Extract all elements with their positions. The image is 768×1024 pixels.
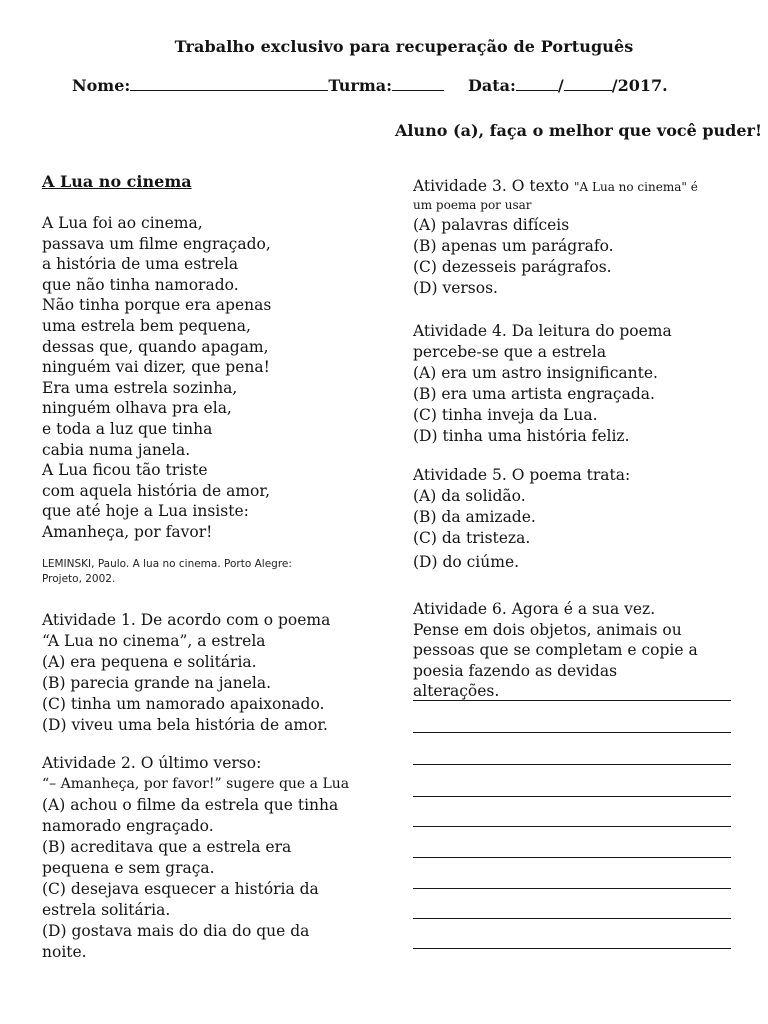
- atividade-6-line: poesia fazendo as devidas: [413, 661, 618, 680]
- atividade-6: [413, 599, 753, 702]
- reference-line: Projeto, 2002.: [42, 573, 116, 585]
- answer-line[interactable]: [413, 732, 731, 733]
- poem-line: com aquela história de amor,: [42, 481, 270, 500]
- poem-line: A Lua ficou tão triste: [42, 461, 208, 480]
- option-c: (C) da tristeza.: [413, 529, 531, 547]
- poem-line: e toda a luz que tinha: [42, 419, 213, 438]
- student-info-line: [72, 76, 668, 95]
- atividade-1-heading: Atividade 1. De acordo com o poema: [42, 611, 331, 629]
- poem-line: uma estrela bem pequena,: [42, 316, 251, 335]
- atividade-3: [413, 176, 753, 299]
- poem-line: a história de uma estrela: [42, 255, 239, 274]
- poem-line: Não tinha porque era apenas: [42, 296, 272, 315]
- data-label: Data:: [468, 76, 516, 95]
- option-c: (C) tinha inveja da Lua.: [413, 406, 598, 424]
- atividade-3-heading-cont: um poema por usar: [413, 198, 532, 212]
- answer-line[interactable]: [413, 764, 731, 765]
- poem-line: dessas que, quando apagam,: [42, 337, 269, 356]
- poem-line: Amanheça, por favor!: [42, 522, 213, 541]
- option-d: (D) viveu uma bela história de amor.: [42, 716, 328, 734]
- turma-label: Turma:: [328, 76, 393, 95]
- date-separator: /: [557, 76, 564, 95]
- answer-line[interactable]: [413, 826, 731, 827]
- reference-line: LEMINSKI, Paulo. A lua no cinema. Porto Alegre:: [42, 558, 292, 570]
- atividade-1: [42, 610, 330, 736]
- option-c-cont: estrela solitária.: [42, 901, 171, 919]
- option-c: (C) desejava esquecer a história da: [42, 880, 319, 898]
- poem-line: ninguém olhava pra ela,: [42, 399, 232, 418]
- poem-line: A Lua foi ao cinema,: [42, 214, 203, 232]
- option-c: (C) dezesseis parágrafos.: [413, 258, 612, 276]
- atividade-5: [413, 465, 753, 573]
- poem-line: cabia numa janela.: [42, 440, 191, 459]
- option-a: (A) era pequena e solitária.: [42, 653, 257, 671]
- option-b: (B) era uma artista engraçada.: [413, 385, 655, 403]
- option-d: (D) gostava mais do dia do que da: [42, 922, 310, 940]
- answer-line[interactable]: [413, 700, 731, 701]
- nome-field[interactable]: [130, 76, 328, 91]
- poem-text: [42, 213, 362, 543]
- poem-line: ninguém vai dizer, que pena!: [42, 358, 270, 377]
- option-b-cont: pequena e sem graça.: [42, 859, 215, 877]
- nome-label: Nome:: [72, 76, 131, 95]
- answer-line[interactable]: [413, 918, 731, 919]
- poem-title: A Lua no cinema: [42, 172, 192, 191]
- option-d: (D) do ciúme.: [413, 553, 520, 571]
- atividade-6-heading: Atividade 6. Agora é a sua vez.: [413, 600, 656, 618]
- atividade-1-heading-cont: “A Lua no cinema”, a estrela: [42, 632, 266, 650]
- day-field[interactable]: [516, 76, 558, 91]
- turma-field[interactable]: [392, 76, 444, 91]
- option-d: (D) tinha uma história feliz.: [413, 427, 630, 445]
- poem-reference: [42, 557, 362, 587]
- answer-line[interactable]: [413, 857, 731, 858]
- atividade-4-heading-cont: percebe-se que a estrela: [413, 343, 607, 361]
- option-a-cont: namorado engraçado.: [42, 817, 214, 835]
- atividade-2: [42, 753, 372, 963]
- poem-line: passava um filme engraçado,: [42, 234, 271, 253]
- poem-line: que não tinha namorado.: [42, 275, 239, 294]
- page-title: Trabalho exclusivo para recuperação de Português: [174, 37, 634, 56]
- answer-line[interactable]: [413, 948, 731, 949]
- atividade-4-heading: Atividade 4. Da leitura do poema: [413, 322, 672, 340]
- option-b: (B) acreditava que a estrela era: [42, 838, 292, 856]
- atividade-6-line: pessoas que se completam e copie a: [413, 641, 698, 659]
- atividade-3-heading: Atividade 3. O texto: [413, 177, 574, 195]
- atividade-2-quote: “– Amanheça, por favor!” sugere que a Lua: [42, 776, 350, 792]
- option-b: (B) apenas um parágrafo.: [413, 237, 614, 255]
- poem-line: Era uma estrela sozinha,: [42, 378, 238, 397]
- option-a: (A) palavras difíceis: [413, 216, 570, 234]
- option-a: (A) achou o filme da estrela que tinha: [42, 796, 339, 814]
- atividade-4: [413, 321, 753, 447]
- option-a: (A) era um astro insignificante.: [413, 364, 658, 382]
- answer-line[interactable]: [413, 888, 731, 889]
- atividade-5-heading: Atividade 5. O poema trata:: [413, 466, 631, 484]
- option-b: (B) parecia grande na janela.: [42, 674, 272, 692]
- option-a: (A) da solidão.: [413, 487, 526, 505]
- atividade-2-heading: Atividade 2. O último verso:: [42, 754, 262, 772]
- motto: Aluno (a), faça o melhor que você puder!: [395, 121, 762, 140]
- option-b: (B) da amizade.: [413, 508, 536, 526]
- date-year: /2017.: [611, 76, 668, 95]
- answer-line[interactable]: [413, 796, 731, 797]
- atividade-6-line: alterações.: [413, 682, 500, 700]
- month-field[interactable]: [564, 76, 612, 91]
- option-d-cont: noite.: [42, 943, 87, 961]
- atividade-6-line: Pense em dois objetos, animais ou: [413, 620, 682, 639]
- atividade-3-heading-small: "A Lua no cinema" é: [574, 180, 698, 194]
- poem-line: que até hoje a Lua insiste:: [42, 502, 249, 521]
- option-c: (C) tinha um namorado apaixonado.: [42, 695, 325, 713]
- option-d: (D) versos.: [413, 279, 498, 297]
